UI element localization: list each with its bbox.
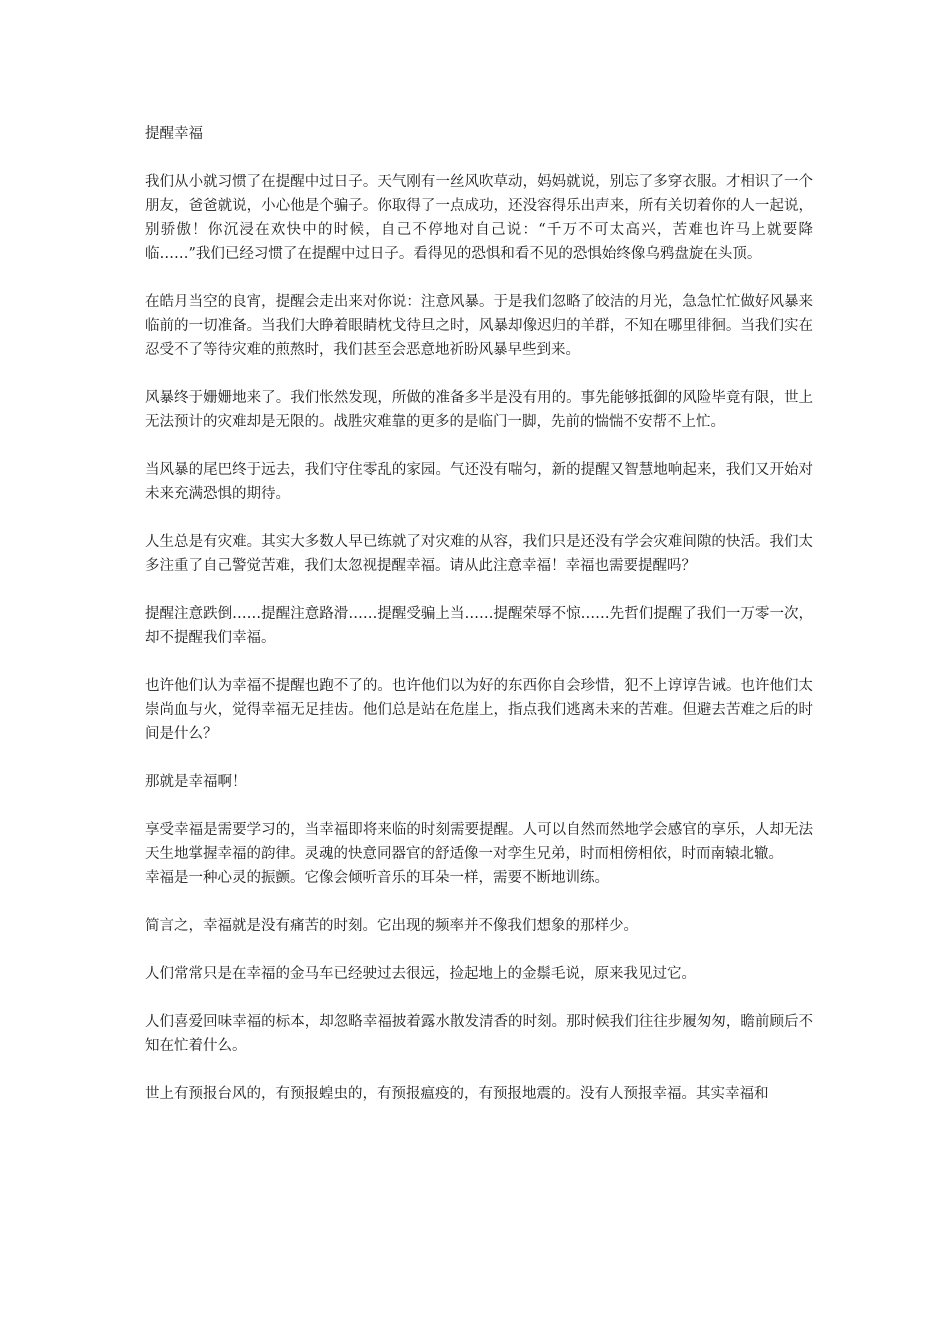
paragraph-4: 当风暴的尾巴终于远去，我们守住零乱的家园。气还没有喘匀，新的提醒又智慧地响起来，我们又开始对未来充满恐惧的期待。: [145, 462, 813, 502]
paragraph-13: 人们喜爱回味幸福的标本，却忽略幸福披着露水散发清香的时刻。那时候我们往往步履匆匆，瞻前顾后不知在忙着什么。: [145, 1014, 813, 1054]
paragraph-1: 我们从小就习惯了在提醒中过日子。天气刚有一丝风吹草动，妈妈就说，别忘了多穿衣服。才相识了一个朋友，爸爸就说，小心他是个骗子。你取得了一点成功，还没容得乐出声来，所有关切着你的人一起说，别骄傲！你沉浸在欢快中的时候，自己不停地对自己说：“千万不可太高兴，苦难也许马上就要降临……”我们已经习惯了在提醒中过日子。看得见的恐惧和看不见的恐惧始终像乌鸦盘旋在头顶。: [145, 174, 813, 262]
paragraph-12: 人们常常只是在幸福的金马车已经驶过去很远，捡起地上的金鬃毛说，原来我见过它。: [145, 966, 696, 982]
paragraph-3: 风暴终于姗姗地来了。我们怅然发现，所做的准备多半是没有用的。事先能够抵御的风险毕竟有限，世上无法预计的灾难却是无限的。战胜灾难靠的更多的是临门一脚，先前的惴惴不安帮不上忙。: [145, 390, 813, 430]
document-page: [145, 122, 813, 1130]
paragraph-14: 世上有预报台风的，有预报蝗虫的，有预报瘟疫的，有预报地震的。没有人预报幸福。其实幸福和: [145, 1086, 769, 1102]
paragraph-11: 简言之，幸福就是没有痛苦的时刻。它出现的频率并不像我们想象的那样少。: [145, 918, 638, 934]
paragraph-9: 享受幸福是需要学习的，当幸福即将来临的时刻需要提醒。人可以自然而然地学会感官的享乐，人却无法天生地掌握幸福的韵律。灵魂的快意同器官的舒适像一对孪生兄弟，时而相傍相依，时而南辕北辙。: [145, 822, 813, 862]
document-title: 提醒幸福: [145, 126, 203, 142]
paragraph-8: 那就是幸福啊！: [145, 774, 247, 790]
paragraph-6: 提醒注意跌倒……提醒注意路滑……提醒受骗上当……提醒荣辱不惊……先哲们提醒了我们一万零一次，却不提醒我们幸福。: [145, 606, 813, 646]
paragraph-7: 也许他们认为幸福不提醒也跑不了的。也许他们以为好的东西你自会珍惜，犯不上谆谆告诫。也许他们太崇尚血与火，觉得幸福无足挂齿。他们总是站在危崖上，指点我们逃离未来的苦难。但避去苦难之后的时间是什么？: [145, 678, 813, 742]
paragraph-10: 幸福是一种心灵的振颤。它像会倾听音乐的耳朵一样，需要不断地训练。: [145, 870, 609, 886]
paragraph-2: 在皓月当空的良宵，提醒会走出来对你说：注意风暴。于是我们忽略了皎洁的月光，急急忙忙做好风暴来临前的一切准备。当我们大睁着眼睛枕戈待旦之时，风暴却像迟归的羊群，不知在哪里徘徊。当我们实在忍受不了等待灾难的煎熬时，我们甚至会恶意地祈盼风暴早些到来。: [145, 294, 813, 358]
paragraph-5: 人生总是有灾难。其实大多数人早已练就了对灾难的从容，我们只是还没有学会灾难间隙的快活。我们太多注重了自己警觉苦难，我们太忽视提醒幸福。请从此注意幸福！幸福也需要提醒吗？: [145, 534, 813, 574]
